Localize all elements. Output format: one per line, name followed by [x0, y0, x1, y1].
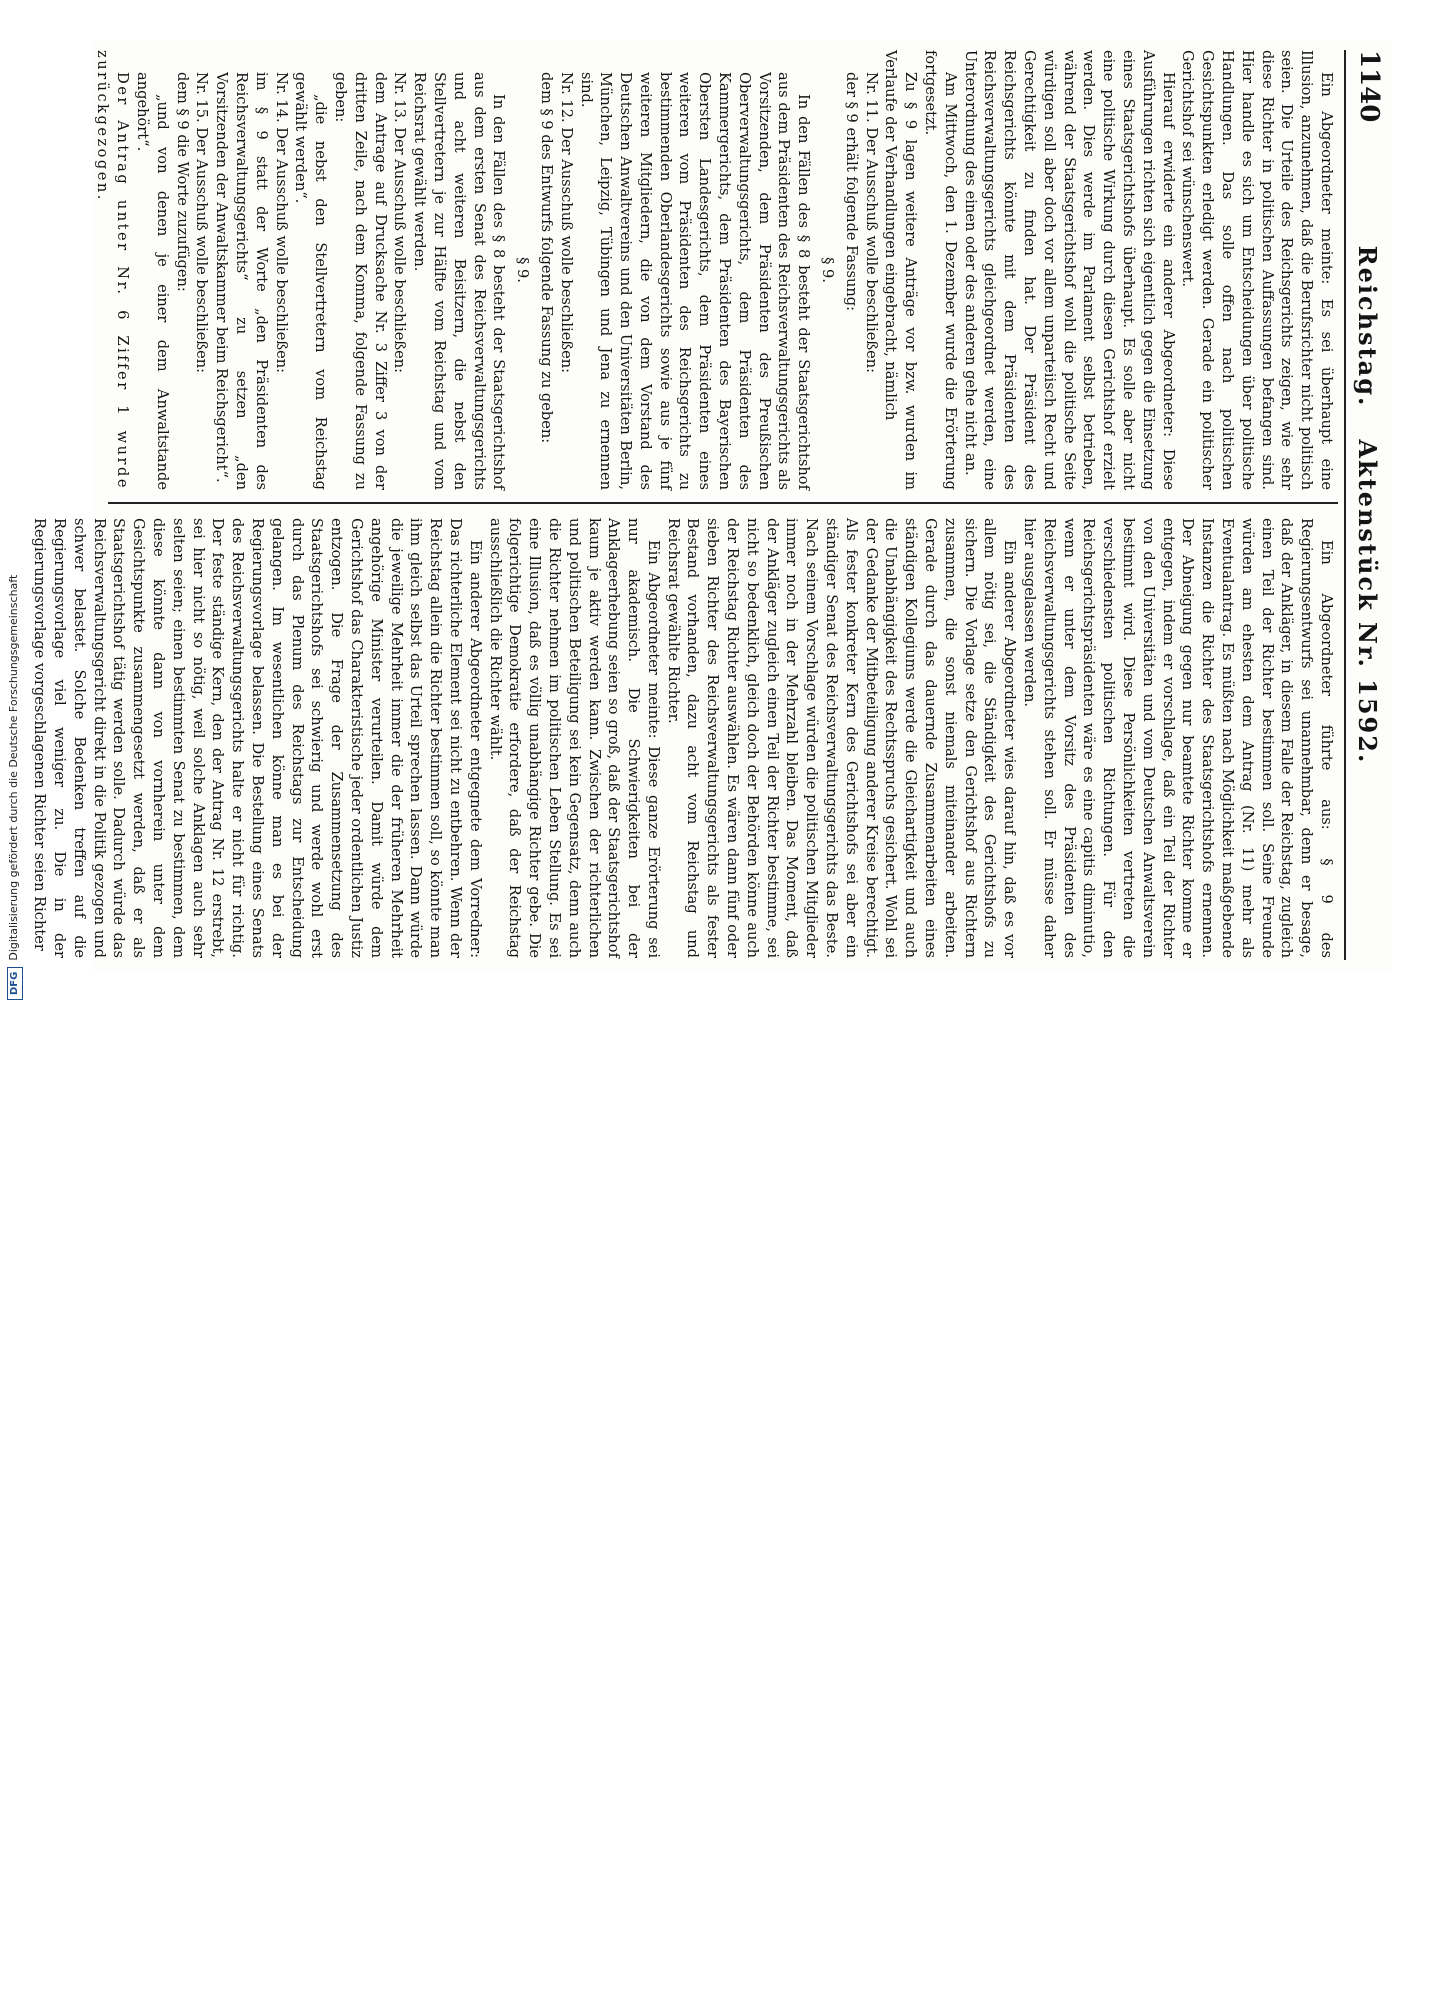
column-divider [108, 502, 1338, 504]
paragraph: Der Antrag unter Nr. 6 Ziffer 1 wurde zurückgezogen. [94, 50, 132, 490]
paragraph: In den Fällen des § 8 besteht der Staatsgerichtshof aus dem ersten Senat des Reichsverwaltungsgerichts und acht weiteren Beisitzern, die nebst den Stellvertretern je zur Hälfte vom Reichstag und vom Reichsrat gewählt werden. [411, 72, 508, 490]
document-title: Aktenstück Nr. 1592. [1353, 439, 1382, 765]
section-title: Reichstag. [1353, 245, 1382, 408]
dfg-logo: DFG [7, 967, 23, 1000]
page-header [1344, 50, 1384, 960]
motion-heading: Nr. 11. Der Ausschuß wolle beschließen: [862, 72, 880, 374]
funding-note: Digitalisierung gefördert durch die Deutsche Forschungsgemeinschaft [7, 574, 20, 961]
paragraph: Ein Abgeordneter meinte: Es sei überhaupt eine Illusion, anzunehmen, daß die Berufsrichter nicht politisch seien. Die Urteile des Reichsgerichts zeigen, wie sehr diese Richter in politischen Auffassungen befangen sind. Hier handle es sich um Entscheidungen über politische Handlungen. Das solle offen nach politischen Gesichtspunkten erledigt werden. Gerade ein politischer Gerichtshof sei wünschenswert. [1179, 50, 1335, 490]
scanned-page [31, 40, 1392, 970]
paragraph: Ein anderer Abgeordneter entgegnete dem Vorredner: Das richterliche Element sei nicht zu entbehren. Wenn der Reichstag allein die Richter bestimmen soll, so könnte man ihm gleich selbst das Urteil sprechen lassen. Dann würde die jeweilige Mehrheit immer die der früheren Mehrheit angehörige Minister verurteilen. Damit würde dem Gerichtshof das Charakteristische jeder ordentlichen Justiz entzogen. Die Frage der Zusammensetzung des Staatsgerichtshofs sei schwierig und werde wohl erst durch das Plenum des Reichstags zur Entscheidung gelangen. Im wesentlichen könne man es bei der Regierungsvorlage belassen. Die Bestellung eines Senats des Reichsverwaltungsgerichts halte er nicht für richtig. Der feste ständige Kern, den der Antrag Nr. 12 erstrebt, sei hier nicht so nötig, weil solche Anklagen auch sehr selten seien; einen bestimmten Senat zu bestimmen, dem diese könnte dann von vornherein unter dem Gesichtspunkte zusammengesetzt werden, daß er als Staatsgerichtshof tätig werden solle. Dadurch würde das Reichsverwaltungsgericht direkt in die Politik gezogen und schwer belastet. Solche Bedenken treffen auf die Regierungsvorlage viel weniger zu. Die in der Regierungsvorlage vorgeschlagenen Richter seien Richter [31, 518, 484, 958]
paragraph: „die nebst den Stellvertretern vom Reichstag gewählt werden“. [292, 72, 330, 490]
paragraph: im § 9 statt der Worte „den Präsidenten des Reichsverwaltungsgerichts“ zu setzen „den Vorsitzenden der Anwaltskammer beim Reichsgericht“. [213, 72, 270, 490]
motion-heading: Nr. 15. Der Ausschuß wolle beschließen: [193, 72, 211, 374]
left-column [94, 50, 1336, 490]
motion-heading: Nr. 14. Der Ausschuß wolle beschließen: [272, 72, 290, 374]
paragraph: Am Mittwoch, den 1. Dezember wurde die Erörterung fortgesetzt. [922, 50, 959, 490]
paragraph: Ein anderer Abgeordneter wies darauf hin, daß es vor allem nötig sei, die Ständigkeit des Gerichtshofs zu sichern. Die Vorlage setze den Gerichtshof aus Richtern zusammen, die sonst niemals miteinander arbeiten. Gerade durch das dauernde Zusammenarbeiten eines ständigen Kollegiums werde die Gleichartigkeit und auch die Unabhängigkeit des Rechtsspruchs gesichert. Wohl sei der Gedanke der Mitbeteiligung anderer Kreise berechtigt. Als fester konkreter Kern des Gerichtshofs sei aber ein ständiger Senat des Reichsverwaltungsgerichts das Beste. Nach seinem Vorschlage würden die politischen Mitglieder immer noch in der Mehrzahl bleiben. Das Moment, daß der Ankläger zugleich einen Teil der Richter bestimme, sei nicht so bedenklich, gleich doch der Behörden könne auch der Reichstag Richter auswählen. Es wären dann fünf oder sieben Richter des Reichsverwaltungsgerichts als fester Bestand vorhanden, dazu acht vom Reichstag und Reichsrat gewählte Richter. [664, 518, 1019, 958]
header-rule [1344, 50, 1346, 960]
motion-heading: Nr. 13. Der Ausschuß wolle beschließen: [391, 72, 409, 374]
paragraph: Ein Abgeordneter meinte: Diese ganze Erörterung sei nur akademisch. Die Schwierigkeiten bei der Anklageerhebung seien so groß, daß der Staatsgerichtshof kaum je aktiv werden kann. Zwischen der richterlichen und politischen Beteiligung sei kein Gegensatz, denn auch die Richter nehmen im politischen Leben Stellung. Es sei eine Illusion, daß es völlig unabhängige Richter gebe. Die folgerichtige Demokratie erfordere, daß der Reichstag ausschließlich die Richter wählt. [486, 518, 662, 958]
paragraph: dem Antrage auf Drucksache Nr. 3 Ziffer 3 von der dritten Zeile, nach dem Komma, folgende Fassung zu geben: [331, 72, 389, 490]
section-sign: § 9. [819, 257, 837, 283]
paragraph: Ein Abgeordneter führte aus: § 9 des Regierungsentwurfs sei unannehmbar, denn er besage, daß der Ankläger, in diesem Falle der Reichstag, zugleich einen Teil der Richter bestimmen soll. Seine Freunde würden am ehesten dem Antrag (Nr. 11) mehr als Eventualantrag. Es müßten nach Möglichkeit maßgebende Instanzen die Richter des Staatsgerichtshofs ernennen. Der Abneigung gegen nur beamtete Richter komme er entgegen, indem er vorschlage, daß ein Teil der Richter von den Universitäten und vom Deutschen Anwaltsverein bestimmt wird. Diese Persönlichkeiten vertreten die verschiedensten politischen Richtungen. Für den Reichsgerichtspräsidenten wäre es eine capitis diminutio, wenn er unter dem Vorsitz des Präsidenten des Reichsverwaltungsgerichts stehen soll. Er müsse daher hier ausgelassen werden. [1021, 518, 1335, 958]
motion-heading: Nr. 12. Der Ausschuß wolle beschließen: [557, 72, 575, 374]
page-number: 1140 [1354, 50, 1384, 123]
paragraph: der § 9 erhält folgende Fassung: [842, 72, 860, 312]
paragraph: Zu § 9 lagen weitere Anträge vor bzw. wurden im Verlaufe der Verhandlungen eingebracht, nämlich [882, 50, 920, 490]
paragraph: Hierauf erwiderte ein anderer Abgeordneter: Diese Ausführungen richten sich eigentlich gegen die Einsetzung eines Staatsgerichtshofs überhaupt. Es solle aber nicht eine politische Wirkung durch diesen Gerichtshof erzielt werden. Dies werde im Parlament selbst betrieben, während der Staatsgerichtshof wohl die politische Seite würdigen soll aber doch vor allem unparteiisch Recht und Gerechtigkeit zu finden hat. Der Präsident des Reichsgerichts könnte mit dem Präsidenten des Reichsverwaltungsgerichts gleichgeordnet werden, eine Unterordnung des einen oder des anderen gehe nicht an. [961, 50, 1177, 490]
paragraph: dem § 9 die Worte zuzufügen: [173, 72, 191, 292]
paragraph: In den Fällen des § 8 besteht der Staatsgerichtshof aus dem Präsidenten des Reichsverwaltungsgerichts als Vorsitzenden, dem Präsidenten des Preußischen Oberverwaltungsgerichts, dem Präsidenten des Kammergerichts, dem Präsidenten des Bayerischen Obersten Landesgerichts, dem Präsidenten eines weiteren vom Präsidenten des Reichsgerichts zu bestimmenden Oberlandesgerichts sowie aus je fünf weiteren Mitgliedern, die von dem Vorstand des Deutschen Anwaltvereins und den Universitäten Berlin, München, Leipzig, Tübingen und Jena zu ernennen sind. [577, 72, 813, 490]
running-title [1353, 50, 1382, 960]
right-column [31, 518, 1336, 958]
section-sign: § 9. [514, 257, 532, 283]
paragraph: dem § 9 des Entwurfs folgende Fassung zu geben: [537, 72, 555, 444]
paragraph: „und von denen je einer dem Anwaltstande angehört“. [133, 72, 171, 490]
footer-strip [0, 574, 28, 2000]
